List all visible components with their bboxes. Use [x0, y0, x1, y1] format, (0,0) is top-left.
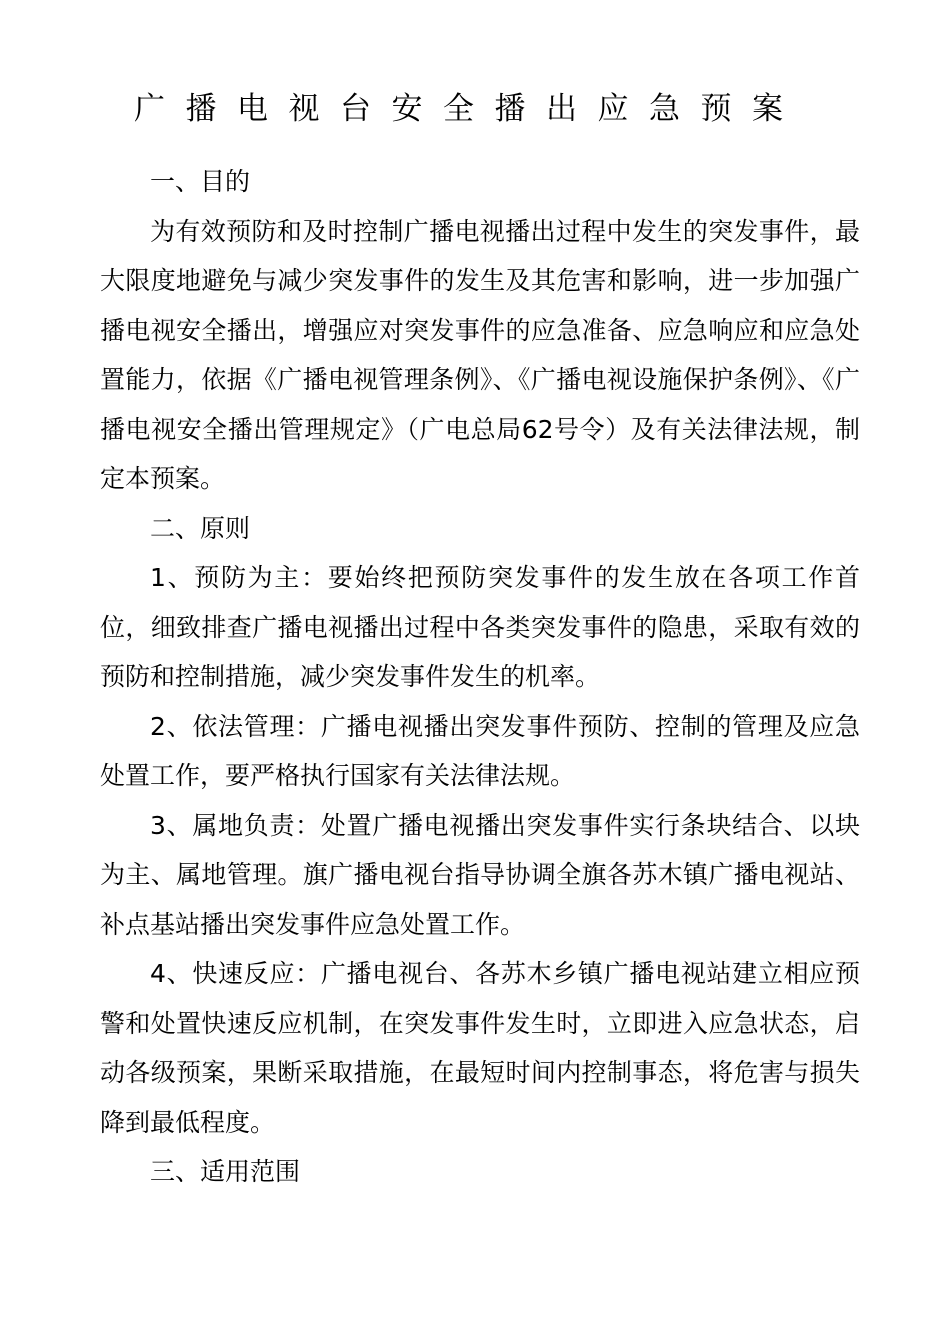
- paragraph: 3、属地负责：处置广播电视播出突发事件实行条块结合、以块为主、属地管理。旗广播电视台指导协调全旗各苏木镇广播电视站、补点基站播出突发事件应急处置工作。: [100, 810, 860, 939]
- section-scope: [100, 1147, 860, 1197]
- paragraph: 为有效预防和及时控制广播电视播出过程中发生的突发事件，最大限度地避免与减少突发事件的发生及其危害和影响，进一步加强广播电视安全播出，增强应对突发事件的应急准备、应急响应和应急处置能力，依据《广播电视管理条例》、《广播电视设施保护条例》、《广播电视安全播出管理规定》（广电总局62号令）及有关法律法规，制定本预案。: [100, 216, 860, 493]
- section-heading: 三、适用范围: [150, 1157, 301, 1186]
- section-heading: 一、目的: [150, 167, 251, 196]
- document-body: [100, 157, 860, 1197]
- section-heading: 二、原则: [150, 513, 251, 543]
- paragraph: 1、预防为主：要始终把预防突发事件的发生放在各项工作首位，细致排查广播电视播出过程中各类突发事件的隐患，采取有效的预防和控制措施，减少突发事件发生的机率。: [100, 563, 860, 691]
- document-title: 广播电视台安全播出应急预案: [134, 91, 804, 127]
- paragraph: 2、依法管理：广播电视播出突发事件预防、控制的管理及应急处置工作，要严格执行国家有关法律法规。: [100, 711, 860, 790]
- section-principles: [100, 504, 860, 1148]
- section-purpose: [100, 157, 860, 504]
- paragraph: 4、快速反应：广播电视台、各苏木乡镇广播电视站建立相应预警和处置快速反应机制，在突发事件发生时，立即进入应急状态，启动各级预案，果断采取措施，在最短时间内控制事态，将危害与损失降到最低程度。: [100, 959, 860, 1137]
